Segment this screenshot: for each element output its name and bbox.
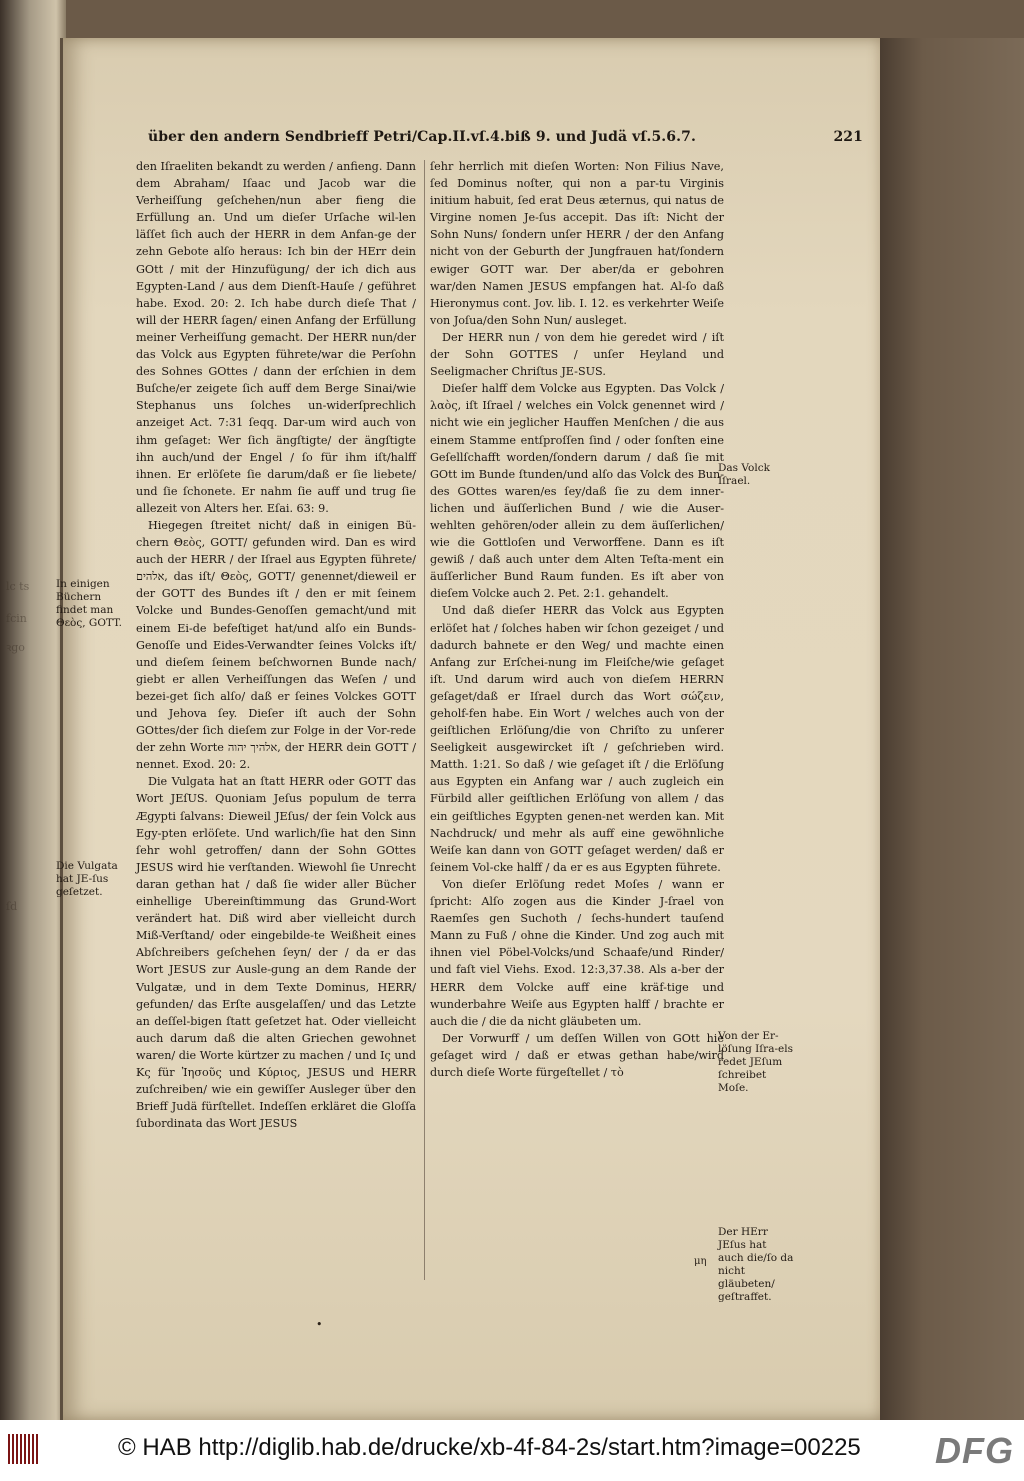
dfg-logo: DFG [935,1430,1014,1471]
library-logo-icon [8,1434,38,1464]
paragraph: Der Vorwurff / um deſſen Willen von GOtt hie geſaget wird / daß er etwas gethan habe/wird durch dieſe Worte fürgeſtellet / τὸ [430,1031,724,1079]
margin-note: In einigen Büchern findet man Θεὸς, GOTT. [56,578,122,629]
paragraph: den Iſraeliten bekandt zu werden / anfieng. Dann dem Abraham/ Iſaac und Jacob war die Verheiſſung geſchehen/nun aber fieng die Erfüllung an. Und um dieſer Urſache wil-len läſſet ſich auch der HERR in dem Anfan-ge der zehn Gebote alſo heraus: Ich bin der HErr dein GOtt / mit der Hinzufügung/ der ich dich aus Egypten-Land / aus dem Dienſt-Hauſe / geführet habe. Exod. 20: 2. Ich habe durch dieſe That / will der HERR ſagen/ einen Anfang der Erfüllung meiner Verheiſſung gemacht. Der HERR nun/der das Volck aus Egypten führete/war die Perſohn des Sohnes GOttes / dann der erſchien in dem Buſche/er zeigete ſich auff dem Berge Sinai/wie Stephanus uns ſolches un-widerſprechlich anzeiget Act. 7:31 ſeqq. Dar-um wird auch von ihm geſaget: Wer ſich ängſtigte/ der ängſtigte ihn auch/und der Engel / ſo für ihm iſt/halff ihnen. Er erlöſete ſie darum/daß er ſie liebete/ und ſie ſchonete. Er nahm ſie auff und trug ſie allezeit von Alters her. Eſai. 63: 9. [136,160,416,515]
paragraph: Die Vulgata hat an ſtatt HERR oder GOTT das Wort JEſUS. Quoniam Jeſus populum de terra Ægypti ſalvans: Dieweil JEſus/ der ſein Volck aus Egy-pten erlöſete. Und warlich/ſie hat den Sinn ſehr wohl getroffen/ dann der Sohn GOttes JESUS wird hie verſtanden. Wiewohl ſie Unrecht daran gethan hat / daß ſie wider aller Bücher einhellige Ubereinſtimmung das Grund-Wort verändert hat. Diß wird aber vielleicht durch Miß-Verſtand/ oder eingebilde-te Weißheit eines Abſchreibers geſchehen ſeyn/ der / da er das Wort JESUS zur Ausle-gung an dem Rande der Vulgatæ, und in dem Texte Dominus, HERR/ gefunden/ das Erſte ausgelaſſen/ und das Letzte an deſſel-bigen ſtatt geſetzet hat. Oder vielleicht auch darum daß die alten Griechen gewohnet waren/ die Worte kürtzer zu machen / und Iς und Kς für Ἰησοῦς und Κύριος, JESUS und HERR zuſchreiben/ wie ein gewiſſer Ausleger über den Brieff Judä fürſtellet. Indeſſen erkläret die Gloſſa ſubordinata das Wort JESUS [136,775,416,1131]
running-header [148,129,863,145]
paragraph: Dieſer halff dem Volcke aus Egypten. Das Volck / λαὸς, iſt Iſrael / welches ein Volck genennet wird / nicht wie ein jeglicher Hauffen Menſchen / die aus einem Stamme entſproſſen ſind / oder ſonſten eine Geſellſchafft worden/ſondern darum / daß ſie mit GOtt im Bunde ſtunden/und alſo das Volck des Bun-des GOttes waren/es ſey/daß ſie zu dem inner-lichen und äuſſerlichen Bund / wie die Auser-wehlten gehören/oder allein zu dem äuſſerlichen/ wie die Gottloſen und Verworffene. Dann es iſt gewiß / daß auch unter dem Alten Teſta-ment ein äuſſerlicher Bund Raum funden. Es iſt aber von dieſem Volcke auch 2. Pet. 2:1. gehandelt. [430,382,724,601]
page-number: 221 [833,129,863,145]
left-column [136,158,416,1132]
margin-note: Das Volck Iſrael. [718,462,770,487]
right-column [430,158,724,1081]
column-divider [424,160,425,1280]
paragraph: ſehr herrlich mit dieſen Worten: Non Filius Nave, ſed Dominus noſter, qui non a par-tu Virginis initium habuit, ſed erat Deus æternus, qui natus de Virgine nomen Je-ſus accepit. Das iſt: Nicht der Sohn Nuns/ ſondern unſer HERR / der den Anfang nicht von der Geburth der Jungfrauen hat/ſondern ewiger GOTT war. Der aber/da er gebohren war/den Namen JESUS empfangen hat. Al-ſo daß Hieronymus cont. Jov. lib. I. 12. es verkehrter Weiſe von Joſua/den Sohn Nun/ ausleget. [430,160,724,327]
paragraph: Der HERR nun / von dem hie geredet wird / iſt der Sohn GOTTES / unſer Heyland und Seeligmacher Chriſtus JE-SUS. [430,330,724,379]
paragraph: Von dieſer Erlöſung redet Moſes / wann er ſpricht: Alſo zogen aus die Kinder J-ſrael von Raemſes gen Suchoth / ſechs-hundert tauſend Mann zu Fuß / ohne die Kinder. Und zog auch mit ihnen viel Pöbel-Volcks/und Schaafe/und Rinder/ und faſt viel Viehs. Exod. 12:3,37.38. Als a-ber der HERR dem Volcke auff eine kräf-tige und wunderbahre Weiſe aus Egypten halff / brachte er auch die / die da nicht gläubeten um. [430,877,724,1028]
running-title: über den andern Sendbrieff Petri/Cap.II.vſ.4.biß 9. und Judä vſ.5.6.7. [148,129,696,145]
footer-bar [0,1420,1024,1481]
paragraph: Und daß dieſer HERR das Volck aus Egypten erlöſet hat / ſolches haben wir ſchon gezeiget / und dadurch bahnete er den Weg/ und machte einen Anfang zur Erſchei-nung im Fleiſche/wie geſaget iſt. Und darum wird auch von dieſem HERRN geſaget/daß er Iſrael durch das Wort σώζειν, geholf-fen habe. Ein Wort / welches auch von der geiſtlichen Erlöſung/die von Chriſto zu unſerer Seeligkeit ausgewircket iſt / geſchrieben wird. Matth. 1:21. So daß / wie geſaget iſt / die Erlöſung aus Egypten ein Anfang war / auch zugleich ein Fürbild aller geiſtlichen Erlöſung von allem / das ein geiſtliches Egypten genen-net werden kan. Mit Nachdruck/ und mehr als auff eine gewöhnliche Weiſe kan dann von GOTT geſaget werden/ daß er ſeinem Vol-cke halff / da er es aus Egypten führete. [430,604,724,874]
page-edge-background [880,38,1024,1420]
previous-page-edge: lc ts fcin ꝛgo ſd [0,0,66,1420]
paragraph: Hiegegen ſtreitet nicht/ daß in einigen Bü-chern Θεὸς, GOTT/ gefunden wird. Dan es wird auch der HERR / der Iſrael aus Egypten führete/ אלהים, das iſt/ Θεὸς, GOTT/ genennet/dieweil er der GOTT des Bundes iſt / den er mit ſeinem Volcke und Bundes-Genoſſen gemacht/und mit einem Ei-de befeſtiget hat/und alſo ein Bunds-Genoſſe und Eides-Verwandter ſeines Volcks iſt/ und dieſem ſeinem beſchwornen Bunde nach/ giebt er allen Verheiſſungen das Weſen / und bezei-get ſich alſo/ daß er ſeines Volckes GOTT und Jehova ſey. Dieſer iſt auch der Sohn GOttes/der ſich dieſem zur Folge in der Vor-rede der zehn Worte אלהיך יהוה, der HERR dein GOTT / nennet. Exod. 20: 2. [136,518,416,772]
signature-mark: • [316,1318,323,1331]
margin-note: Von der Er-löſung Iſra-els redet JEſum ſchreibet Moſe. [718,1030,793,1094]
margin-note: Der HErr JEſus hat auch die/ſo da nicht gläubeten/ geſtraffet. [718,1226,794,1303]
margin-note: Die Vulgata hat JE-ſus geſetzet. [56,860,118,898]
catchword: μη [694,1256,707,1267]
copyright-link[interactable]: © HAB http://diglib.hab.de/drucke/xb-4f-84-2s/start.htm?image=00225 [118,1434,861,1461]
